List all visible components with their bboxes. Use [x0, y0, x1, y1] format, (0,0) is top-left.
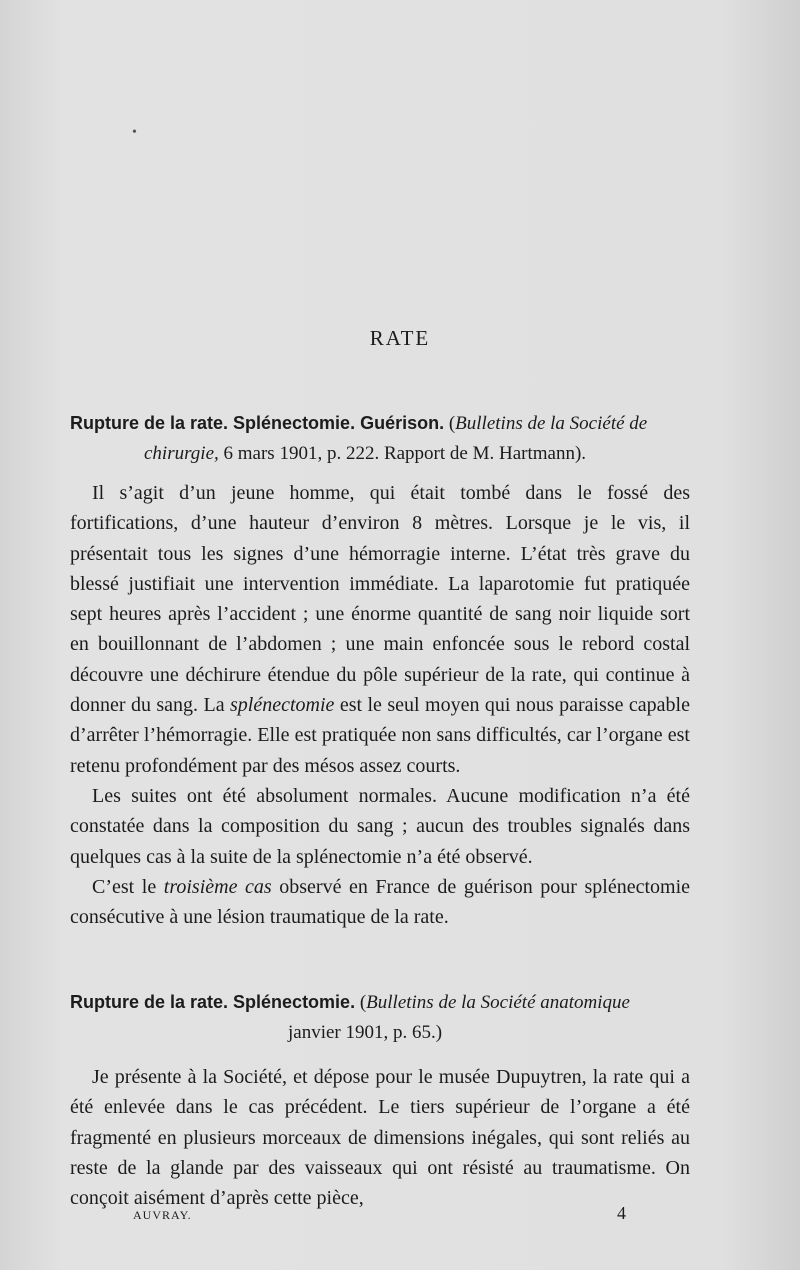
top-mark: • [132, 125, 137, 140]
article-2-title-line-2: janvier 1901, p. 65.) [288, 1022, 443, 1043]
article-1-p1-text-b: est le seul moyen qui nous paraisse capable d’arrêter l’hémorragie. Elle est pratiquée non sans difficultés, car l’organe est retenu profondément par des mésos assez courts. [70, 694, 690, 777]
article-1-ref-open: ( [444, 413, 456, 434]
article-2-title-line-1 [70, 987, 710, 1018]
article-1-title [70, 408, 710, 469]
article-1-ref-italic-2: chirurgie, [144, 443, 219, 464]
article-2-ref-italic: Bulletins de la Société anatomique [366, 992, 630, 1013]
article-1-p3-text-a: C’est le [92, 875, 164, 898]
article-1-ref-italic-1: Bulletins de la Société de [455, 413, 648, 434]
article-2-body [70, 1062, 690, 1213]
article-1-p3-text-b: observé en France de guérison pour splénectomie consécutive à une lésion traumatique de la rate. [70, 875, 691, 929]
article-1-title-line-1 [70, 408, 710, 439]
article-1-p1-text-a: Il s’agit d’un jeune homme, qui était tombé dans le fossé des fortifications, d’une hauteur d’environ 8 mètres. Lorsque je le vis, il présentait tous les signes d’une hémorragie interne. L’état très grave du blessé justifiait une intervention immédiate. La laparotomie fut pratiquée sept heures après l’accident ; une énorme quantité de sang noir liquide sort en bouillonnant de l’abdomen ; une main enfoncée sous le rebord costal découvre une déchirure étendue du pôle supérieur de la rate, qui continue à donner du sang. La [70, 482, 690, 717]
article-1-title-bold: Rupture de la rate. Splénectomie. Guérison. [70, 413, 445, 433]
article-1-title-line-2 [70, 439, 710, 469]
article-1-paragraph-1 [70, 478, 690, 781]
article-1-paragraph-3 [70, 872, 690, 933]
footer-signature: AUVRAY. [133, 1208, 192, 1222]
article-1-ref-rest: 6 mars 1901, p. 222. Rapport de M. Hartmann). [218, 443, 587, 464]
page-heading: RATE [369, 326, 431, 350]
article-2-title [70, 987, 710, 1048]
article-1-paragraph-2: Les suites ont été absolument normales. Aucune modification n’a été constatée dans la composition du sang ; aucun des troubles signalés dans quelques cas à la suite de la splénectomie n’a été observé. [70, 784, 690, 868]
footer-page-number: 4 [617, 1203, 626, 1223]
article-2-title-bold: Rupture de la rate. Splénectomie. [70, 992, 356, 1012]
article-1-p3-italic: troisième cas [163, 875, 272, 898]
article-2-ref-open: ( [355, 992, 367, 1013]
article-1-body [70, 478, 690, 932]
article-2-paragraph-1: Je présente à la Société, et dépose pour le musée Dupuytren, la rate qui a été enlevée dans le cas précédent. Le tiers supérieur de l’organe a été fragmenté en plusieurs morceaux de dimensions inégales, qui sont reliés au reste de la glande par des vaisseaux qui ont résisté au traumatisme. On conçoit aisément d’après cette pièce, [70, 1066, 690, 1210]
article-1-p1-italic: splénectomie [230, 694, 335, 717]
